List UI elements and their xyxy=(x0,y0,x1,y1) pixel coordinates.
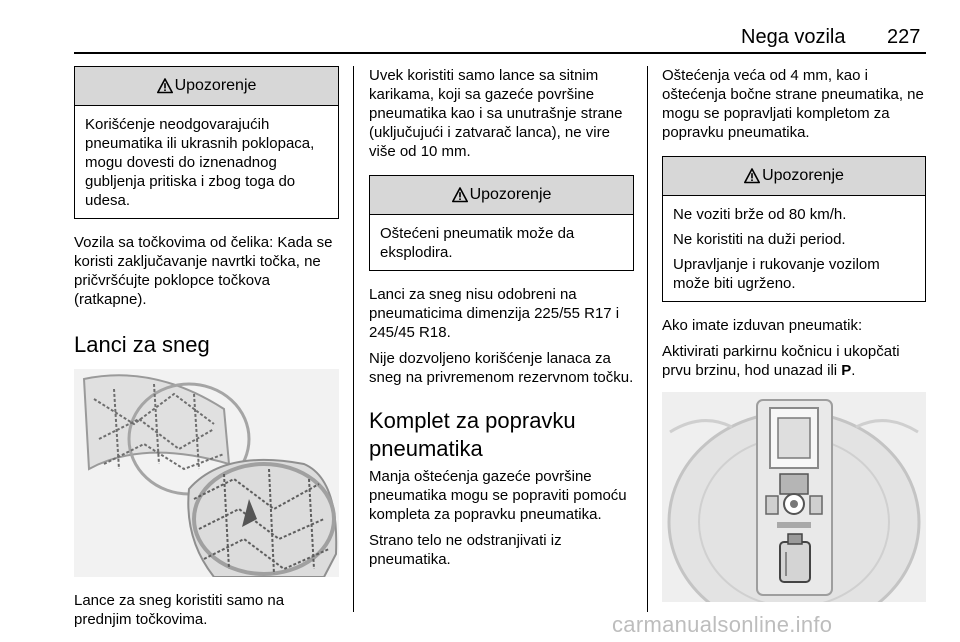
warning-header xyxy=(663,157,925,196)
paragraph: Nije dozvoljeno korišćenje lanaca za sneg na privremenom rezervnom točku. xyxy=(369,350,634,386)
column-3 xyxy=(662,66,926,602)
warning-title: Upozorenje xyxy=(174,77,257,94)
column-divider xyxy=(647,66,648,612)
warning-triangle-icon xyxy=(157,78,173,94)
header-rule xyxy=(74,52,926,54)
repair-kit-illustration xyxy=(662,392,926,602)
column-divider xyxy=(353,66,354,612)
paragraph: Lanci za sneg nisu odobreni na pneumaticima dimenzija 225/55 R17 i 245/45 R18. xyxy=(369,286,620,341)
paragraph: Vozila sa točkovima od čelika: Kada se koristi zaključavanje navrtki točka, ne pričvršćujte poklopce točkova (ratkapne). xyxy=(74,234,333,308)
paragraph: Manja oštećenja gazeće površine pneumatika mogu se popraviti pomoću kompleta za popravku pneumatika. xyxy=(369,468,627,523)
warning-line: Ne voziti brže od 80 km/h. xyxy=(673,206,847,223)
warning-triangle-icon xyxy=(744,168,760,184)
warning-box xyxy=(662,156,926,302)
header-title: Nega vozila xyxy=(741,26,846,48)
warning-text: Korišćenje neodgovarajućih pneumatika ili ukrasnih poklopaca, mogu dovesti do iznenadnog gubljenja pritiska i zbog toga do udesa. xyxy=(85,116,315,209)
warning-box xyxy=(369,175,634,271)
paragraph: Oštećenja veća od 4 mm, kao i oštećenja bočne strane pneumatika, ne mogu se popravljati kompletom za popravku pneumatika. xyxy=(662,67,924,141)
column-2 xyxy=(369,66,634,576)
paragraph-text: Aktivirati parkirnu kočnicu i ukopčati prvu brzinu, hod unazad ili xyxy=(662,343,900,379)
paragraph-text: . xyxy=(851,362,856,379)
watermark: carmanualsonline.info xyxy=(612,612,833,637)
warning-title: Upozorenje xyxy=(762,167,844,184)
paragraph xyxy=(662,342,926,380)
column-1 xyxy=(74,66,339,636)
paragraph: Strano telo ne odstranjivati iz pneumatika. xyxy=(369,532,562,568)
warning-text: Oštećeni pneumatik može da eksplodira. xyxy=(380,225,575,261)
paragraph: Ako imate izduvan pneumatik: xyxy=(662,317,863,334)
warning-line: Ne koristiti na duži period. xyxy=(673,231,846,248)
warning-header xyxy=(75,67,338,106)
paragraph: Uvek koristiti samo lance sa sitnim karikama, koji sa gazeće površine pneumatika kao i sa unutrašnje strane (uključujući i zatvarač lanca), ne vire više od 10 mm. xyxy=(369,67,623,160)
gear-p-label: P xyxy=(841,362,852,379)
warning-box xyxy=(74,66,339,219)
warning-body xyxy=(370,215,633,270)
section-heading: Komplet za popravku pneumatika xyxy=(369,408,576,461)
warning-body xyxy=(75,106,338,218)
snow-chains-illustration xyxy=(74,369,339,577)
warning-line: Upravljanje i rukovanje vozilom može biti ugrženo. xyxy=(673,256,880,292)
section-heading: Lanci za sneg xyxy=(74,332,210,357)
warning-title: Upozorenje xyxy=(469,186,552,203)
page-number: 227 xyxy=(887,26,921,48)
warning-header xyxy=(370,176,633,215)
image-caption: Lance za sneg koristiti samo na prednjim točkovima. xyxy=(74,592,285,628)
warning-body xyxy=(663,196,925,301)
warning-triangle-icon xyxy=(452,187,468,203)
